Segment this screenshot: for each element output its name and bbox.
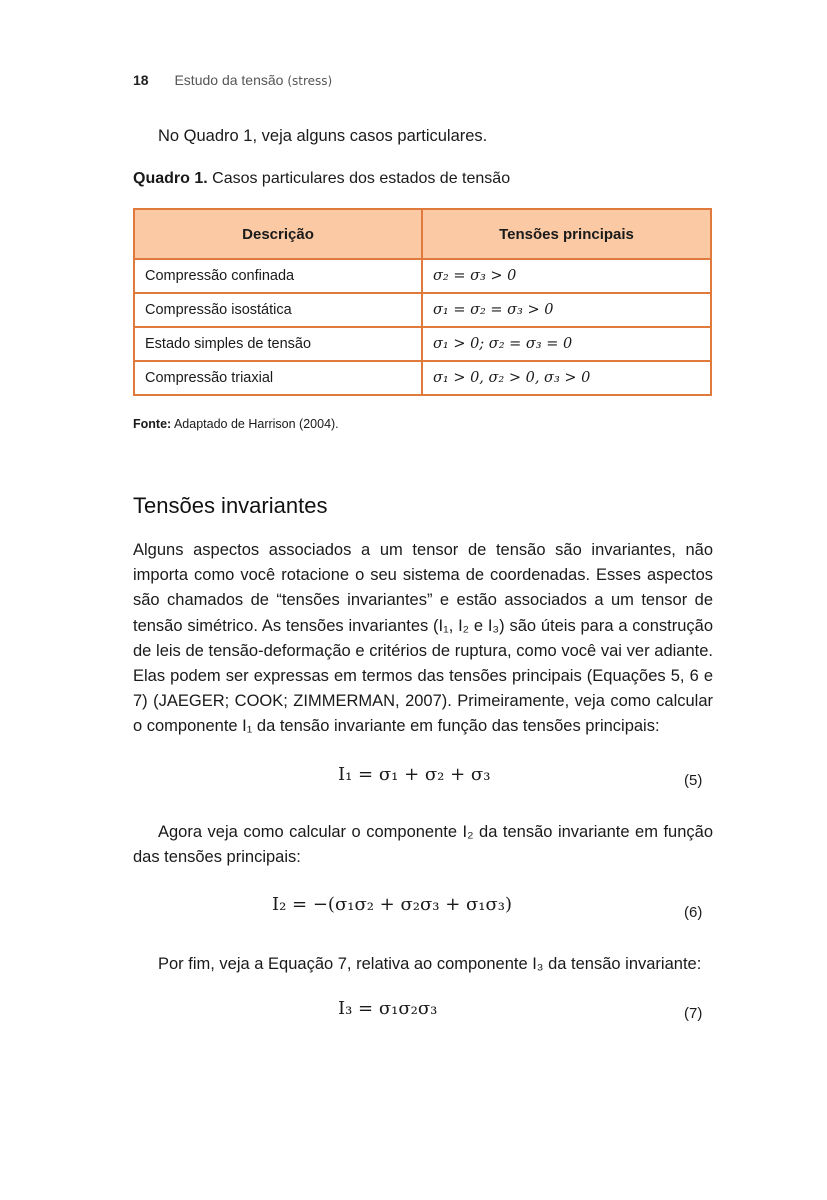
header-tensoes: Tensões principais — [422, 209, 711, 259]
table-row — [134, 327, 711, 361]
running-title-suffix: (stress) — [287, 74, 333, 88]
cell-tens: σ₂ = σ₃ > 0 — [422, 259, 711, 293]
section-title: Tensões invariantes — [133, 493, 328, 518]
equation-6-number: (6) — [684, 904, 703, 921]
running-header — [133, 72, 332, 88]
intro-text: No Quadro 1, veja alguns casos particulares. — [158, 127, 488, 145]
cell-desc: Compressão triaxial — [134, 361, 422, 395]
paragraph-1: Alguns aspectos associados a um tensor de tensão são invariantes, não importa como você rotacione o seu sistema de coordenadas. Esses aspectos são chamados de “tensões invariantes” e estão associados a um tensor de tensão simétrico. As tensões invariantes (I₁, I₂ e I₃) são úteis para a construção de leis de tensão-deformação e critérios de ruptura, como você vai ver adiante. Elas podem ser expressas em termos das tensões principais (Equações 5, 6 e 7) (JAEGER; COOK; ZIMMERMAN, 2007). Primeiramente, veja como calcular o componente I₁ da tensão invariante em função das tensões principais: — [133, 541, 713, 736]
caption-text: Casos particulares dos estados de tensão — [207, 170, 511, 187]
paragraph-2: Agora veja como calcular o componente I₂ da tensão invariante em função das tensões principais: — [133, 823, 713, 867]
equation-6: I₂ = −(σ₁σ₂ + σ₂σ₃ + σ₁σ₃) — [272, 894, 513, 915]
source-label: Fonte: — [133, 417, 172, 431]
source-text: Adaptado de Harrison (2004). — [171, 417, 339, 431]
table-row — [134, 361, 711, 395]
running-title: Estudo da tensão — [174, 72, 284, 88]
page-number: 18 — [133, 72, 149, 88]
cell-desc: Compressão confinada — [134, 259, 422, 293]
cell-tens: σ₁ > 0; σ₂ = σ₃ = 0 — [422, 327, 711, 361]
paragraph-3: Por fim, veja a Equação 7, relativa ao componente I₃ da tensão invariante: — [158, 955, 702, 973]
table-row — [134, 293, 711, 327]
equation-5-number: (5) — [684, 772, 703, 789]
table-caption — [133, 170, 510, 188]
cell-tens: σ₁ = σ₂ = σ₃ > 0 — [422, 293, 711, 327]
source-note — [133, 417, 339, 431]
caption-label: Quadro 1. — [133, 170, 208, 187]
cell-desc: Estado simples de tensão — [134, 327, 422, 361]
header-descricao: Descrição — [134, 209, 422, 259]
equation-7-number: (7) — [684, 1005, 703, 1022]
cell-desc: Compressão isostática — [134, 293, 422, 327]
table-row — [134, 259, 711, 293]
cell-tens: σ₁ > 0, σ₂ > 0, σ₃ > 0 — [422, 361, 711, 395]
equation-5: I₁ = σ₁ + σ₂ + σ₃ — [338, 764, 491, 785]
equation-7: I₃ = σ₁σ₂σ₃ — [338, 998, 438, 1019]
quadro-table — [133, 208, 712, 396]
